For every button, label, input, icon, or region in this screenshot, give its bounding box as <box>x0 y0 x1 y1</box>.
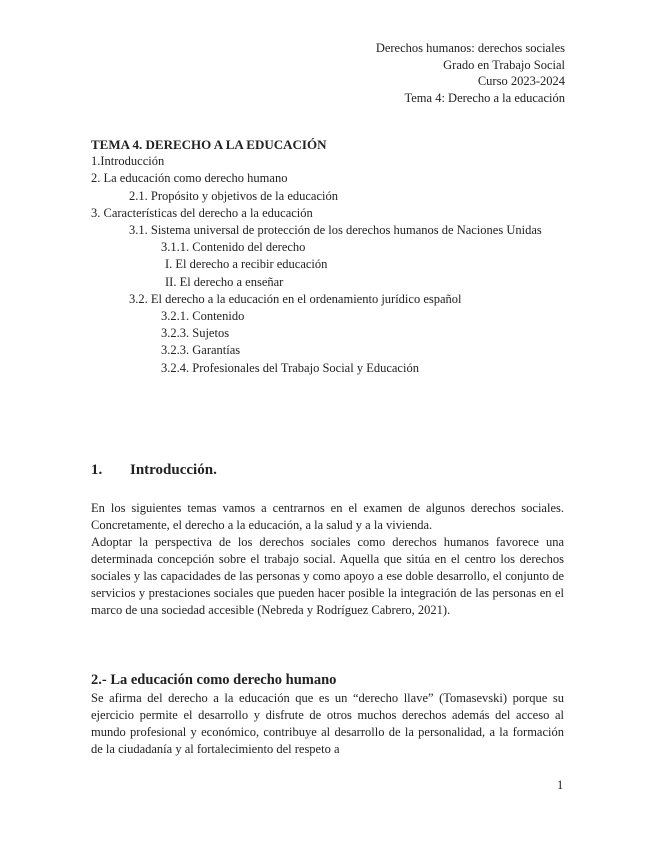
page-header <box>376 40 565 106</box>
toc-item: 1.Introducción <box>91 154 165 169</box>
page-number: 1 <box>557 778 564 792</box>
toc-item: 3.2. El derecho a la educación en el ordenamiento jurídico español <box>129 291 462 306</box>
section-2-paragraph-1: Se afirma del derecho a la educación que es un “derecho llave” (Tomasevski) porque su ejercicio permite el desarrollo y disfrute de otros muchos derechos además del acceso al mundo profesional y económico, contribuye al desarrollo de la personalidad, a la formación de la ciudadanía y al fortalecimiento del respeto a <box>91 691 564 756</box>
toc-item: I. El derecho a recibir educación <box>165 257 328 272</box>
section-1-heading <box>91 462 217 479</box>
toc-item: 3. Características del derecho a la educación <box>91 205 313 220</box>
header-line-topic: Tema 4: Derecho a la educación <box>404 90 565 105</box>
toc-item: 2.1. Propósito y objetivos de la educación <box>129 188 338 203</box>
table-of-contents <box>91 136 549 377</box>
header-line-course-title: Derechos humanos: derechos sociales <box>375 41 565 55</box>
header-line-degree: Grado en Trabajo Social <box>443 57 565 72</box>
toc-item: 2. La educación como derecho humano <box>91 171 288 186</box>
toc-item: II. El derecho a enseñar <box>165 274 284 289</box>
toc-item: 3.1.1. Contenido del derecho <box>161 240 306 255</box>
toc-item: 3.2.4. Profesionales del Trabajo Social y Educación <box>161 360 419 375</box>
header-line-academic-year: Curso 2023-2024 <box>477 74 565 89</box>
toc-item: 3.2.3. Sujetos <box>161 326 230 341</box>
toc-item: 3.2.1. Contenido <box>161 309 245 324</box>
section-1-number: 1. <box>91 462 103 478</box>
section-1-paragraph-1: En los siguientes temas vamos a centrarnos en el examen de algunos derechos sociales. Concretamente, el derecho a la educación, a la salud y a la vivienda. <box>91 501 564 532</box>
toc-item: 3.2.3. Garantías <box>161 343 241 358</box>
section-2-heading: 2.- La educación como derecho humano <box>91 672 337 688</box>
toc-item: 3.1. Sistema universal de protección de los derechos humanos de Naciones Unidas <box>129 223 542 238</box>
section-1-paragraph-2: Adoptar la perspectiva de los derechos sociales como derechos humanos favorece una determinada concepción sobre el trabajo social. Aquella que sitúa en el centro los derechos sociales y las capacidades de las personas y como apoyo a ese doble desarrollo, el conjunto de servicios y prestaciones sociales que pueden hacer posible la integración de las personas en el marco de una sociedad accesible (Nebreda y Rodríguez Cabrero, 2021). <box>91 535 564 617</box>
toc-title: TEMA 4. DERECHO A LA EDUCACIÓN <box>91 137 327 152</box>
section-1-title: Introducción. <box>130 462 217 478</box>
